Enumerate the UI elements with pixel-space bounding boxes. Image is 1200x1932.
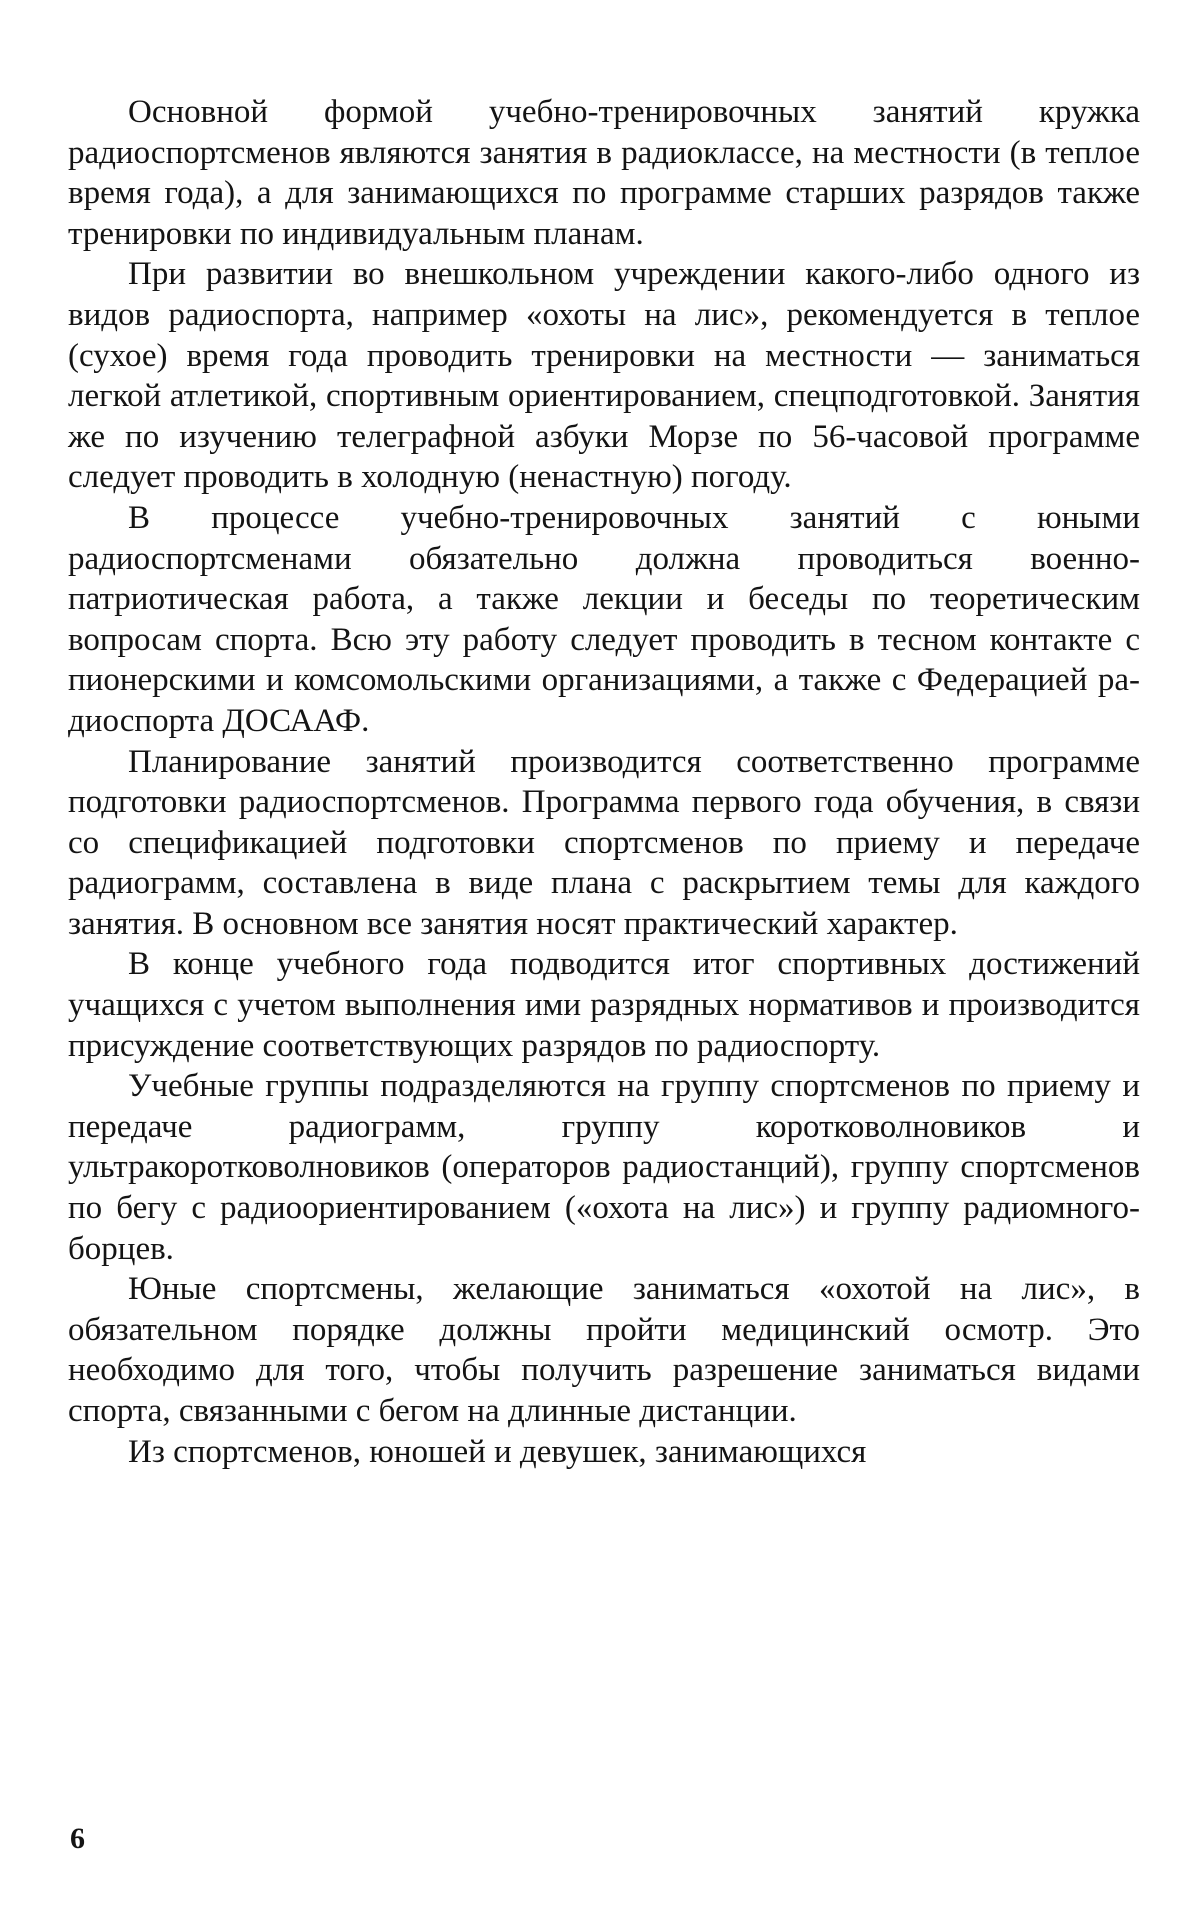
paragraph-1: Основной формой учебно-тренировочных занятий кружка радиоспортсменов являются занятия в радиоклассе, на местности (в теплое время года), а для занимающихся по программе старших разрядов также тренировки по индивидуальным планам. bbox=[68, 94, 1140, 252]
paragraph-4: Планирование занятий производится соответственно программе подготовки радиоспортсменов. Программа первого года обучения, в связи со спецификацией подготовки спортсменов по приему и передаче радиограмм, составлена в виде плана с раскрытием темы для каждого занятия. В основном все занятия носят практический характер. bbox=[68, 743, 1140, 942]
page-text bbox=[68, 92, 1140, 1472]
paragraph-2: При развитии во внешкольном учреждении какого-либо одного из видов радиоспорта, например «охоты на лис», рекомендуется в теплое (сухое) время года проводить тренировки на местности — заниматься легкой атлетикой, спортивным ориентированием, спецподготовкой. Занятия же по изучению телеграфной азбуки Морзе по 56-часовой программе следует проводить в холодную (ненастную) погоду. bbox=[68, 256, 1140, 496]
paragraph-8: Из спортсменов, юношей и девушек, занимающихся bbox=[128, 1433, 867, 1470]
page-number: 6 bbox=[70, 1822, 85, 1855]
paragraph-3: В процессе учебно-тренировочных занятий с юными радиоспортсменами обязательно должна проводиться военно-патриотическая работа, а также лекции и беседы по теоретическим вопросам спорта. Всю эту работу следует проводить в тесном контакте с пионерскими и комсомольскими организациями, а также с Федерацией радиоспорта ДОСААФ. bbox=[68, 499, 1140, 739]
paragraph-7: Юные спортсмены, желающие заниматься «охотой на лис», в обязательном порядке должны пройти медицинский осмотр. Это необходимо для того, чтобы получить разрешение заниматься видами спорта, связанными с бегом на длинные дистанции. bbox=[68, 1271, 1140, 1429]
paragraph-5: В конце учебного года подводится итог спортивных достижений учащихся с учетом выполнения ими разрядных нормативов и производится присуждение соответствующих разрядов по радиоспорту. bbox=[68, 946, 1140, 1064]
paragraph-6: Учебные группы подразделяются на группу спортсменов по приему и передаче радиограмм, группу коротковолновиков и ультракоротковолновиков (операторов радиостанций), группу спортсменов по бегу с радиоориентированием («охота на лис») и группу радиомногоборцев. bbox=[68, 1068, 1140, 1267]
